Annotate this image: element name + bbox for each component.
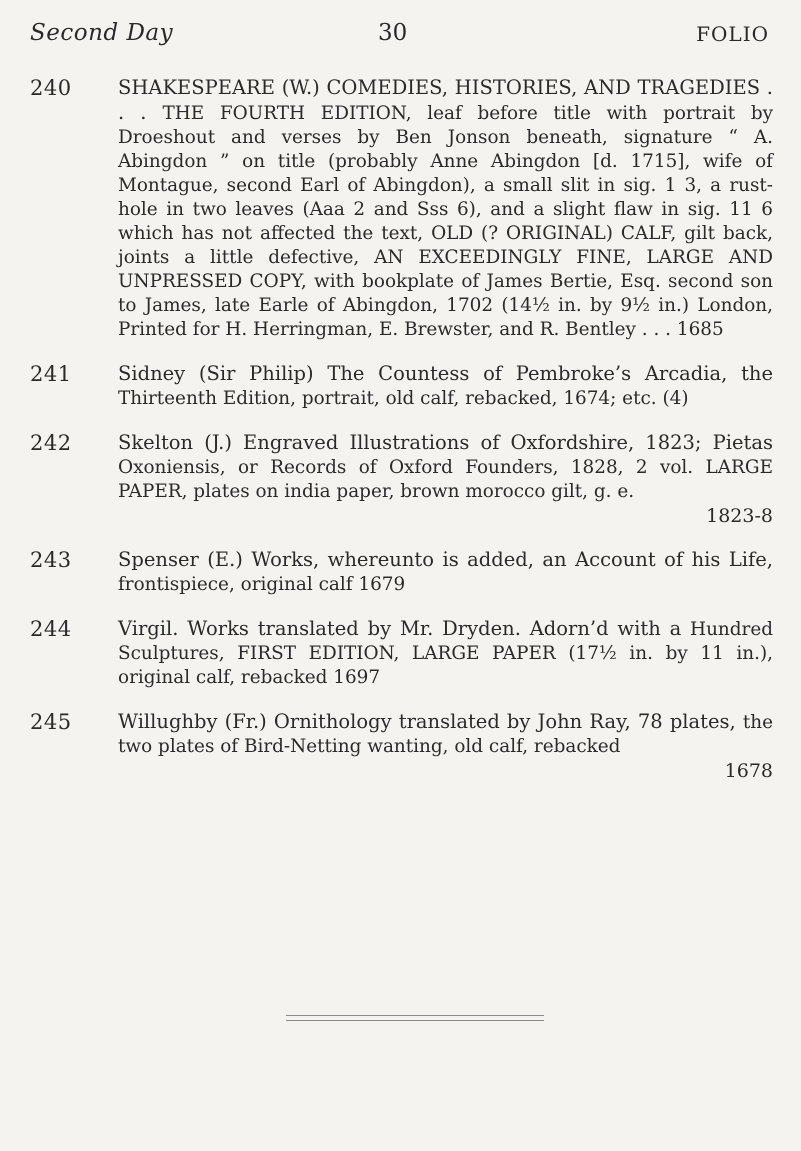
lot-details: Thirteenth Edition, portrait, old calf, rebacked, 1674; etc. (4) [118,388,689,409]
lot-details: THE FOURTH EDITION, leaf before title with portrait by Droeshout and verses by Ben Jonson beneath, signature “ A. Abingdon ” on title (probably Anne Abingdon [d. 1715], wife of Montague, second Earl of Abingdon), a small slit in sig. 1 3, a rust-hole in two leaves (Aaa 2 and Sss 6), and a slight flaw in sig. 11 6 which has not affected the text, OLD (? ORIGINAL) CALF, gilt back, joints a little defective, AN EXCEEDINGLY FINE, LARGE AND UNPRESSED COPY, with bookplate of James Bertie, Esq. second son to James, late Earle of Abingdon, 1702 (14½ in. by 9½ in.) London, Printed for H. Herringman, E. Brewster, and R. Bentley . . . 1685 [118,103,773,340]
header-day: Second Day [30,20,174,46]
lot-entry [30,548,773,597]
lot-description [118,362,773,411]
lot-heading: Virgil. Works translated by Mr. Dryden. Adorn’d with a [118,617,691,640]
lot-heading: SHAKESPEARE (W.) COMEDIES, HISTORIES, AND TRAGEDIES . . . [118,76,773,124]
lot-description [118,76,773,342]
lot-heading: Sidney (Sir Philip) The Countess of Pembroke’s Arcadia, the [118,362,773,385]
lot-details: frontispiece, original calf 1679 [118,574,406,595]
lot-entry [30,431,773,528]
end-rule [286,1015,544,1021]
lot-description [118,617,773,690]
lot-number: 244 [30,617,72,641]
lot-date: 1678 [724,760,773,782]
lot-number: 241 [30,362,72,386]
page-header [30,20,769,50]
lot-entry [30,362,773,411]
lot-number: 240 [30,76,72,100]
lot-details: the two plates of Bird-Netting wanting, old calf, rebacked [118,712,773,757]
lot-number: 243 [30,548,72,572]
page-number: 30 [378,20,408,46]
header-format: FOLIO [696,22,769,46]
lot-description [118,710,773,759]
lot-details: Oxoniensis, or Records of Oxford Founders, 1828, 2 vol. LARGE PAPER, plates on india paper, brown morocco gilt, g. e. [118,457,773,502]
lot-heading: Willughby (Fr.) Ornithology translated by John Ray, 78 plates, [118,710,743,733]
lot-entry [30,76,773,342]
lot-details: Hundred Sculptures, FIRST EDITION, LARGE PAPER (17½ in. by 11 in.), original calf, rebacked 1697 [118,619,773,688]
lot-date: 1823-8 [706,505,773,527]
lot-heading: Spenser (E.) Works, whereunto is added, an Account of his Life, [118,548,773,571]
lot-entry [30,710,773,783]
lot-number: 245 [30,710,72,734]
lot-description [118,548,773,597]
lot-entry [30,617,773,690]
lot-list [30,76,773,803]
lot-heading: Skelton (J.) Engraved Illustrations of Oxfordshire, 1823; Pietas [118,431,773,454]
lot-number: 242 [30,431,72,455]
lot-description [118,431,773,504]
